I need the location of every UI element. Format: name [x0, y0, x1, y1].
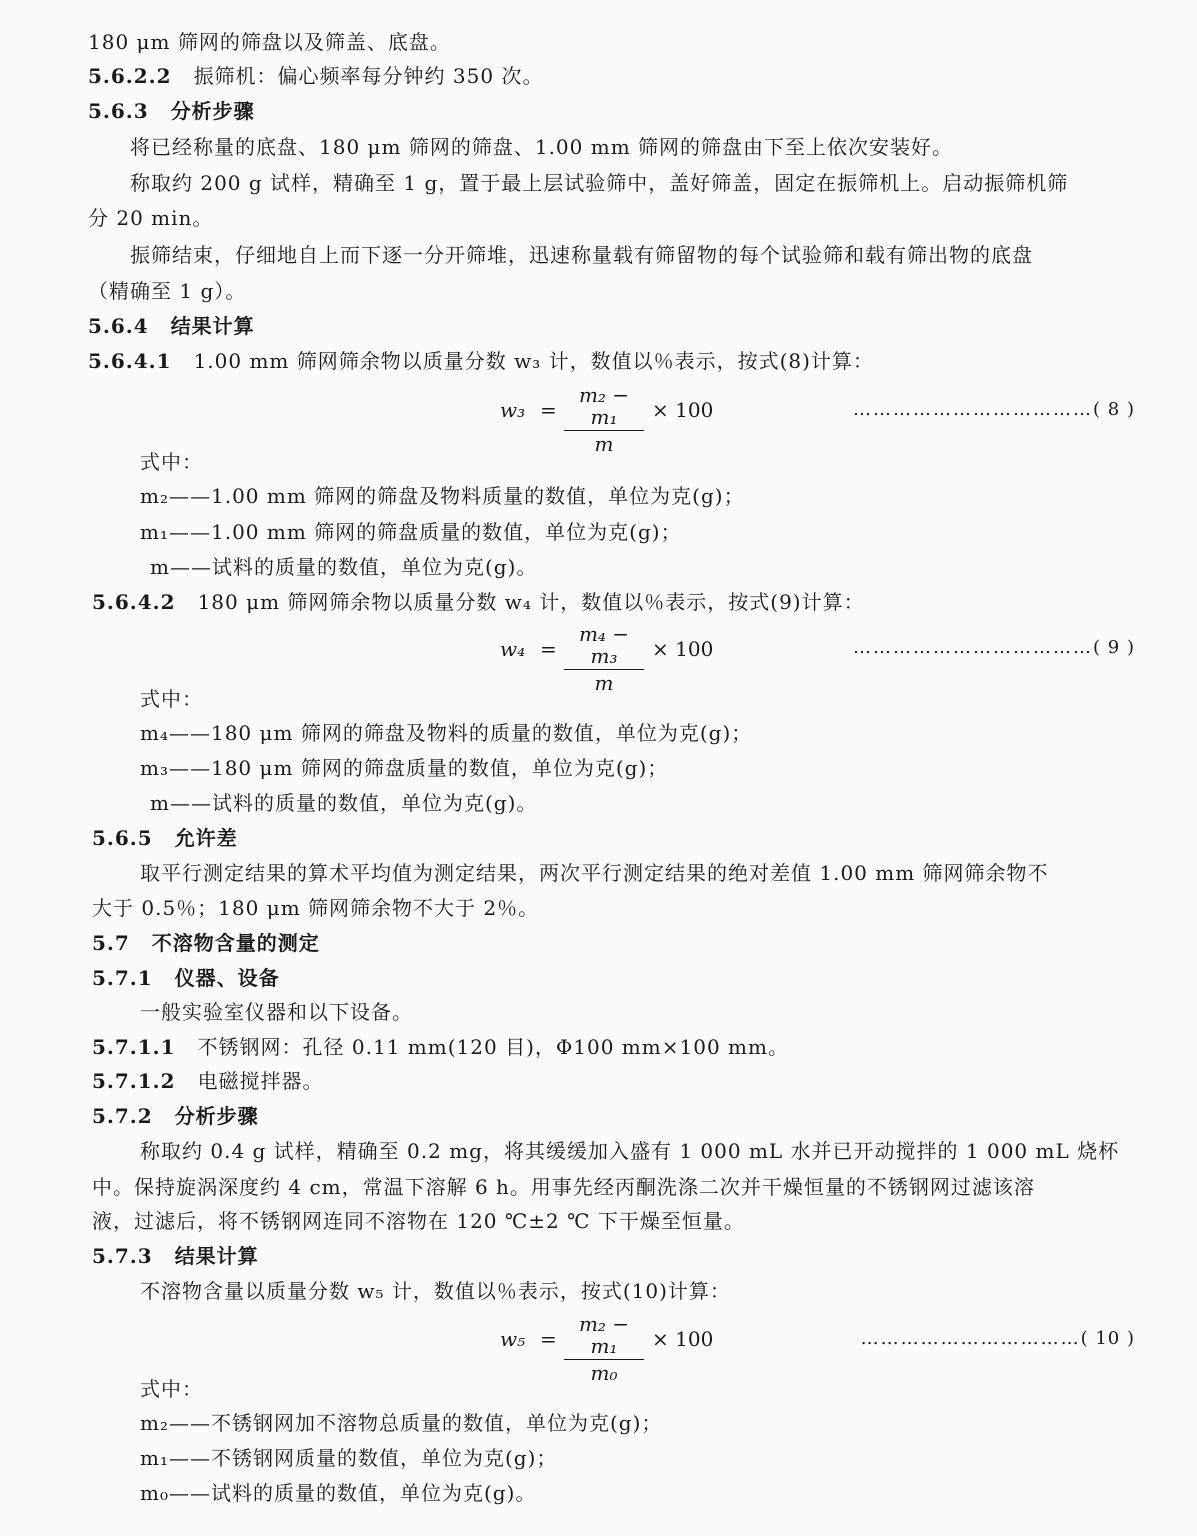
- heading-5-6-5: [92, 826, 1177, 850]
- definition-line: m——试料的质量的数值，单位为克(g)。: [150, 555, 538, 579]
- section-number: 5.7.1.2: [92, 1069, 176, 1093]
- subsection-5-6-4-1: [88, 349, 1177, 373]
- equation-number-8: [853, 398, 1135, 422]
- formula-denominator: m: [594, 432, 614, 456]
- section-number: 5.6.5: [92, 826, 153, 850]
- equation-number-10: [861, 1327, 1135, 1351]
- paragraph-line: 称取约 0.4 g 试样，精确至 0.2 mg，将其缓缓加入盛有 1 000 mL 水并已开动搅拌的 1 000 mL 烧杯: [140, 1139, 1120, 1163]
- definition-line: m——试料的质量的数值，单位为克(g)。: [150, 791, 538, 815]
- formula-fraction: [564, 384, 644, 455]
- section-number: 5.7.3: [92, 1244, 153, 1268]
- section-text: 1.00 mm 筛网筛余物以质量分数 w₃ 计，数值以％表示，按式(8)计算：: [193, 349, 874, 373]
- definition-line: m₂——不锈钢网加不溶物总质量的数值，单位为克(g)；: [140, 1411, 663, 1435]
- paragraph-line: 取平行测定结果的算术平均值为测定结果，两次平行测定结果的绝对差值 1.00 mm 筛网筛余物不: [140, 861, 1049, 885]
- section-title: 分析步骤: [170, 99, 255, 123]
- section-text: 180 μm 筛网筛余物以质量分数 w₄ 计，数值以％表示，按式(9)计算：: [197, 590, 865, 614]
- formula-multiplier: × 100: [652, 398, 714, 422]
- formula-denominator: m: [594, 671, 614, 695]
- definition-line: m₂——1.00 mm 筛网的筛盘及物料质量的数值，单位为克(g)；: [140, 484, 745, 508]
- fraction-bar: [564, 1359, 644, 1360]
- section-title: 结果计算: [174, 1244, 259, 1268]
- fraction-bar: [564, 669, 644, 670]
- leader-dots: ………………………………: [853, 399, 1094, 420]
- leader-dots: ……………………………: [860, 1328, 1081, 1349]
- fraction-bar: [564, 430, 644, 431]
- subsection-5-7-1-1: [92, 1035, 1177, 1059]
- formula-multiplier: × 100: [652, 1327, 714, 1351]
- section-title: 不溶物含量的测定: [151, 931, 320, 955]
- formula-9: [500, 622, 740, 695]
- formula-fraction: [564, 623, 644, 694]
- paragraph-line: 分 20 min。: [88, 206, 214, 230]
- formula-equals: =: [540, 637, 557, 661]
- definition-line: m₃——180 μm 筛网的筛盘质量的数值，单位为克(g)；: [140, 756, 669, 780]
- paragraph-line: 一般实验室仪器和以下设备。: [140, 1000, 413, 1024]
- paragraph-line: （精确至 1 g）。: [88, 279, 247, 303]
- formula-numerator: m₂ − m₁: [578, 1312, 630, 1358]
- section-number: 5.7: [92, 931, 130, 955]
- section-text: 电磁搅拌器。: [197, 1069, 324, 1093]
- subsection-5-7-1-2: [92, 1069, 1177, 1093]
- section-number: 5.7.1.1: [92, 1035, 176, 1059]
- formula-lhs: w₅: [500, 1327, 526, 1351]
- definition-line: m₁——1.00 mm 筛网的筛盘质量的数值，单位为克(g)；: [140, 520, 682, 544]
- heading-5-7-3: [92, 1244, 1177, 1268]
- formula-multiplier: × 100: [652, 637, 714, 661]
- section-title: 仪器、设备: [174, 966, 280, 990]
- formula-equals: =: [540, 1327, 557, 1351]
- paragraph-line: 振筛结束，仔细地自上而下逐一分开筛堆，迅速称量载有筛留物的每个试验筛和载有筛出物的底盘: [130, 243, 1033, 267]
- leader-dots: ………………………………: [853, 637, 1094, 658]
- where-label: 式中：: [140, 450, 203, 474]
- formula-denominator: m₀: [590, 1361, 618, 1385]
- formula-equals: =: [540, 398, 557, 422]
- definition-line: m₄——180 μm 筛网的筛盘及物料的质量的数值，单位为克(g)；: [140, 721, 753, 745]
- section-number: 5.6.3: [88, 99, 149, 123]
- formula-numerator: m₂ − m₁: [578, 383, 630, 429]
- section-text: 振筛机：偏心频率每分钟约 350 次。: [193, 64, 544, 88]
- where-label: 式中：: [140, 1377, 203, 1401]
- equation-number-9: [853, 636, 1135, 660]
- paragraph-line: 将已经称量的底盘、180 μm 筛网的筛盘、1.00 mm 筛网的筛盘由下至上依次安装好。: [130, 135, 954, 159]
- heading-5-6-4: [88, 314, 1177, 338]
- formula-lhs: w₃: [500, 398, 526, 422]
- where-label: 式中：: [140, 687, 203, 711]
- section-number: 5.6.2.2: [88, 64, 172, 88]
- definition-line: m₁——不锈钢网质量的数值，单位为克(g)；: [140, 1446, 558, 1470]
- section-number: 5.7.2: [92, 1104, 153, 1128]
- subsection-5-6-4-2: [92, 590, 1177, 614]
- section-text: 不锈钢网：孔径 0.11 mm(120 目)，Φ100 mm×100 mm。: [197, 1035, 789, 1059]
- heading-5-7-2: [92, 1104, 1177, 1128]
- text-line: 180 μm 筛网的筛盘以及筛盖、底盘。: [88, 30, 451, 54]
- paragraph-line: 液，过滤后，将不锈钢网连同不溶物在 120 ℃±2 ℃ 下干燥至恒量。: [92, 1209, 745, 1233]
- formula-fraction: [564, 1313, 644, 1384]
- paragraph-line: 称取约 200 g 试样，精确至 1 g，置于最上层试验筛中，盖好筛盖，固定在振筛机上。启动振筛机筛: [130, 171, 1069, 195]
- section-title: 结果计算: [170, 314, 255, 338]
- equation-label: ( 8 ): [1093, 399, 1135, 420]
- section-number: 5.7.1: [92, 966, 153, 990]
- formula-lhs: w₄: [500, 637, 526, 661]
- heading-5-6-3: [88, 99, 1177, 123]
- heading-5-7-1: [92, 966, 1177, 990]
- definition-line: m₀——试料的质量的数值，单位为克(g)。: [140, 1481, 537, 1505]
- heading-5-7: [92, 931, 1177, 955]
- section-number: 5.6.4.1: [88, 349, 172, 373]
- formula-10: [500, 1312, 740, 1385]
- paragraph-line: 不溶物含量以质量分数 w₅ 计，数值以％表示，按式(10)计算：: [140, 1279, 731, 1303]
- paragraph-line: 大于 0.5％；180 μm 筛网筛余物不大于 2％。: [92, 896, 540, 920]
- equation-label: ( 10 ): [1080, 1328, 1135, 1349]
- formula-numerator: m₄ − m₃: [578, 622, 630, 668]
- equation-label: ( 9 ): [1093, 637, 1135, 658]
- section-title: 允许差: [174, 826, 238, 850]
- subsection-5-6-2-2: [88, 64, 1177, 88]
- section-title: 分析步骤: [174, 1104, 259, 1128]
- section-number: 5.6.4: [88, 314, 149, 338]
- formula-8: [500, 383, 740, 456]
- section-number: 5.6.4.2: [92, 590, 176, 614]
- paragraph-line: 中。保持旋涡深度约 4 cm，常温下溶解 6 h。用事先经丙酮洗涤二次并干燥恒量的不锈钢网过滤该溶: [92, 1175, 1035, 1199]
